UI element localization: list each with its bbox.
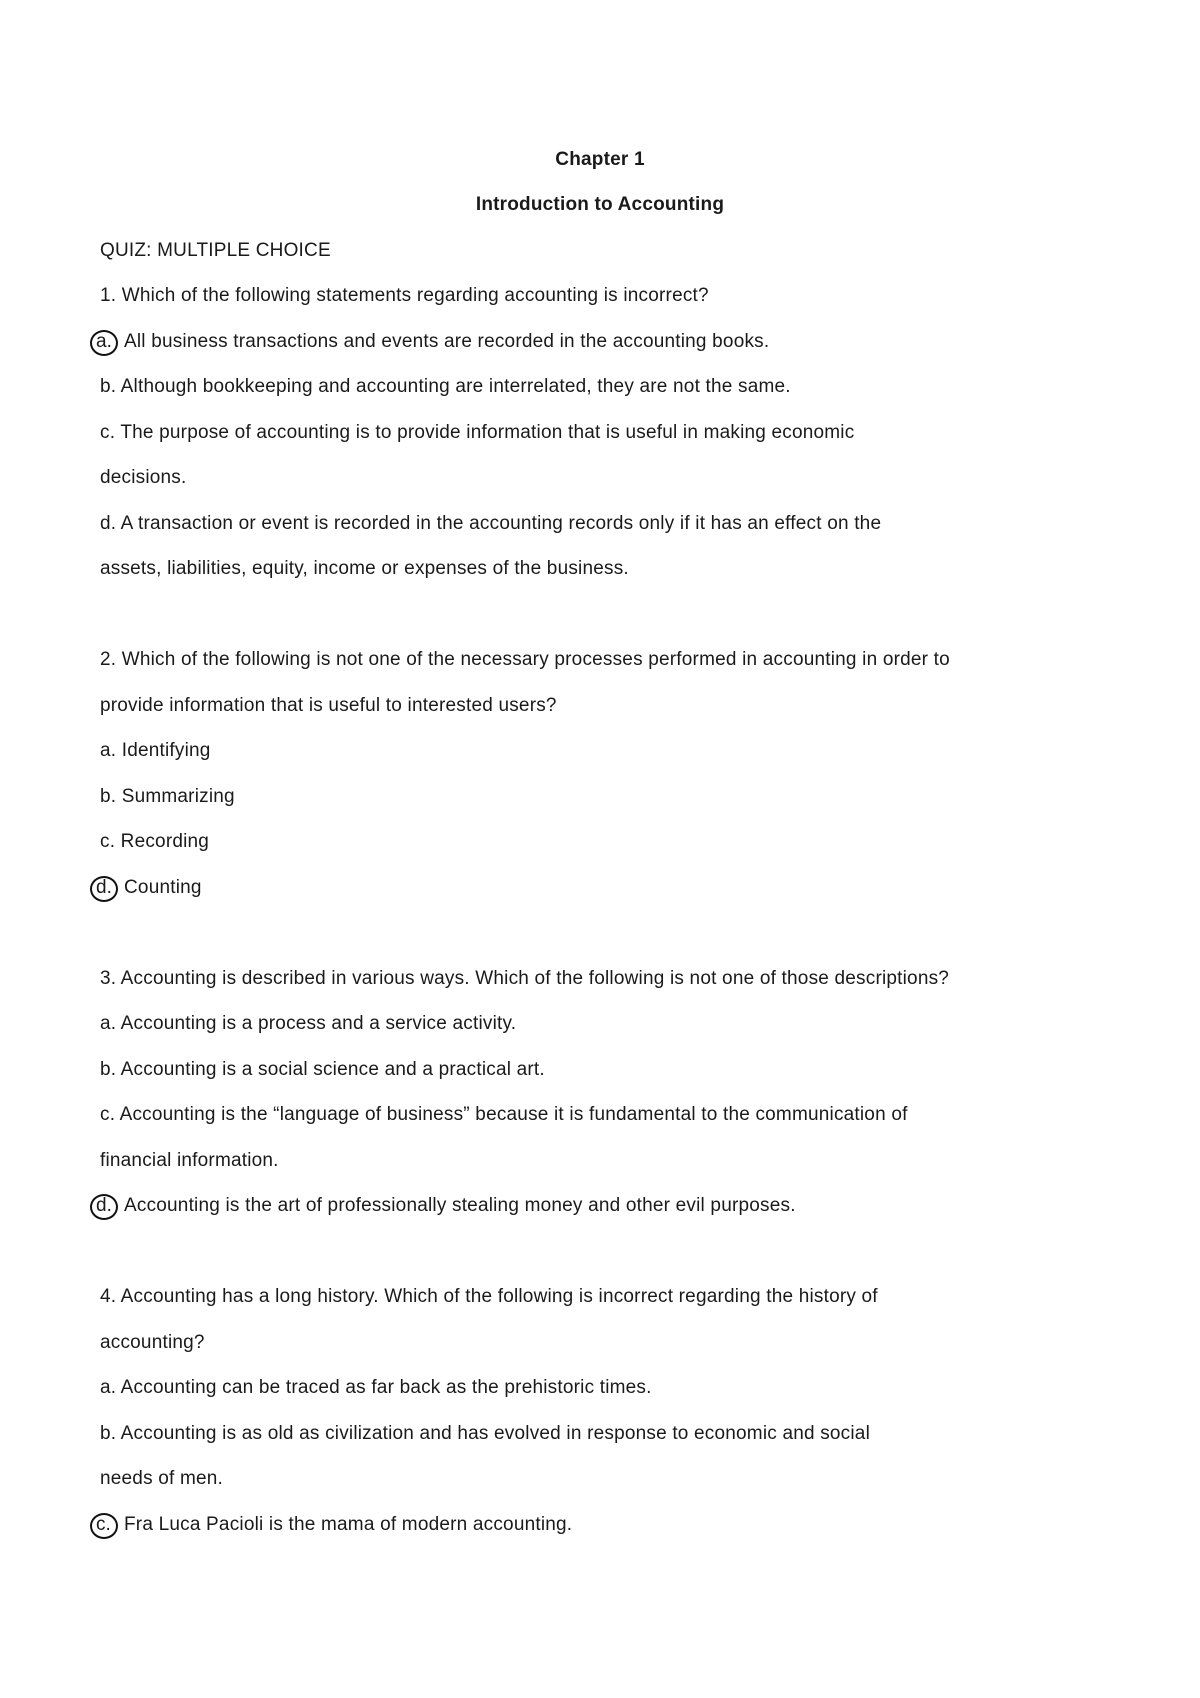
q2-stem-cont: provide information that is useful to interested users? bbox=[100, 695, 557, 716]
q2-option-b: b. Summarizing bbox=[100, 786, 235, 807]
q1-answer-marker: a. bbox=[96, 331, 112, 352]
q1-option-a: All business transactions and events are recorded in the accounting books. bbox=[124, 331, 770, 352]
q2-answer-marker: d. bbox=[96, 877, 112, 898]
q2-option-d: Counting bbox=[124, 877, 202, 898]
q4-option-a: a. Accounting can be traced as far back as the prehistoric times. bbox=[100, 1377, 652, 1398]
q2-option-c: c. Recording bbox=[100, 831, 210, 852]
chapter-title: Introduction to Accounting bbox=[475, 194, 725, 215]
q1-option-d-cont: assets, liabilities, equity, income or expenses of the business. bbox=[100, 558, 629, 579]
q3-option-c: c. Accounting is the “language of business” because it is fundamental to the communication of bbox=[100, 1104, 908, 1125]
q4-stem: 4. Accounting has a long history. Which of the following is incorrect regarding the history of bbox=[100, 1286, 878, 1307]
q1-stem: 1. Which of the following statements regarding accounting is incorrect? bbox=[100, 285, 709, 306]
q3-answer-marker: d. bbox=[96, 1195, 112, 1216]
q4-answer-marker: c. bbox=[96, 1514, 111, 1535]
q1-option-c-cont: decisions. bbox=[100, 467, 187, 488]
chapter-heading: Chapter 1 bbox=[555, 149, 645, 170]
q3-option-b: b. Accounting is a social science and a practical art. bbox=[100, 1059, 545, 1080]
q3-option-d: Accounting is the art of professionally stealing money and other evil purposes. bbox=[124, 1195, 796, 1216]
q4-option-b: b. Accounting is as old as civilization and has evolved in response to economic and social bbox=[100, 1423, 870, 1444]
q3-stem: 3. Accounting is described in various ways. Which of the following is not one of those descriptions? bbox=[100, 968, 950, 989]
q1-option-c: c. The purpose of accounting is to provide information that is useful in making economic bbox=[100, 422, 855, 443]
q1-option-b: b. Although bookkeeping and accounting are interrelated, they are not the same. bbox=[100, 376, 791, 397]
q4-option-c: Fra Luca Pacioli is the mama of modern accounting. bbox=[124, 1514, 573, 1535]
q2-option-a: a. Identifying bbox=[100, 740, 211, 761]
q1-option-d: d. A transaction or event is recorded in the accounting records only if it has an effect on the bbox=[100, 513, 882, 534]
q3-option-a: a. Accounting is a process and a service activity. bbox=[100, 1013, 517, 1034]
q4-stem-cont: accounting? bbox=[100, 1332, 205, 1353]
q3-option-c-cont: financial information. bbox=[100, 1150, 279, 1171]
quiz-label: QUIZ: MULTIPLE CHOICE bbox=[100, 240, 331, 261]
q4-option-b-cont: needs of men. bbox=[100, 1468, 224, 1489]
q2-stem: 2. Which of the following is not one of the necessary processes performed in accounting in order to bbox=[100, 649, 950, 670]
